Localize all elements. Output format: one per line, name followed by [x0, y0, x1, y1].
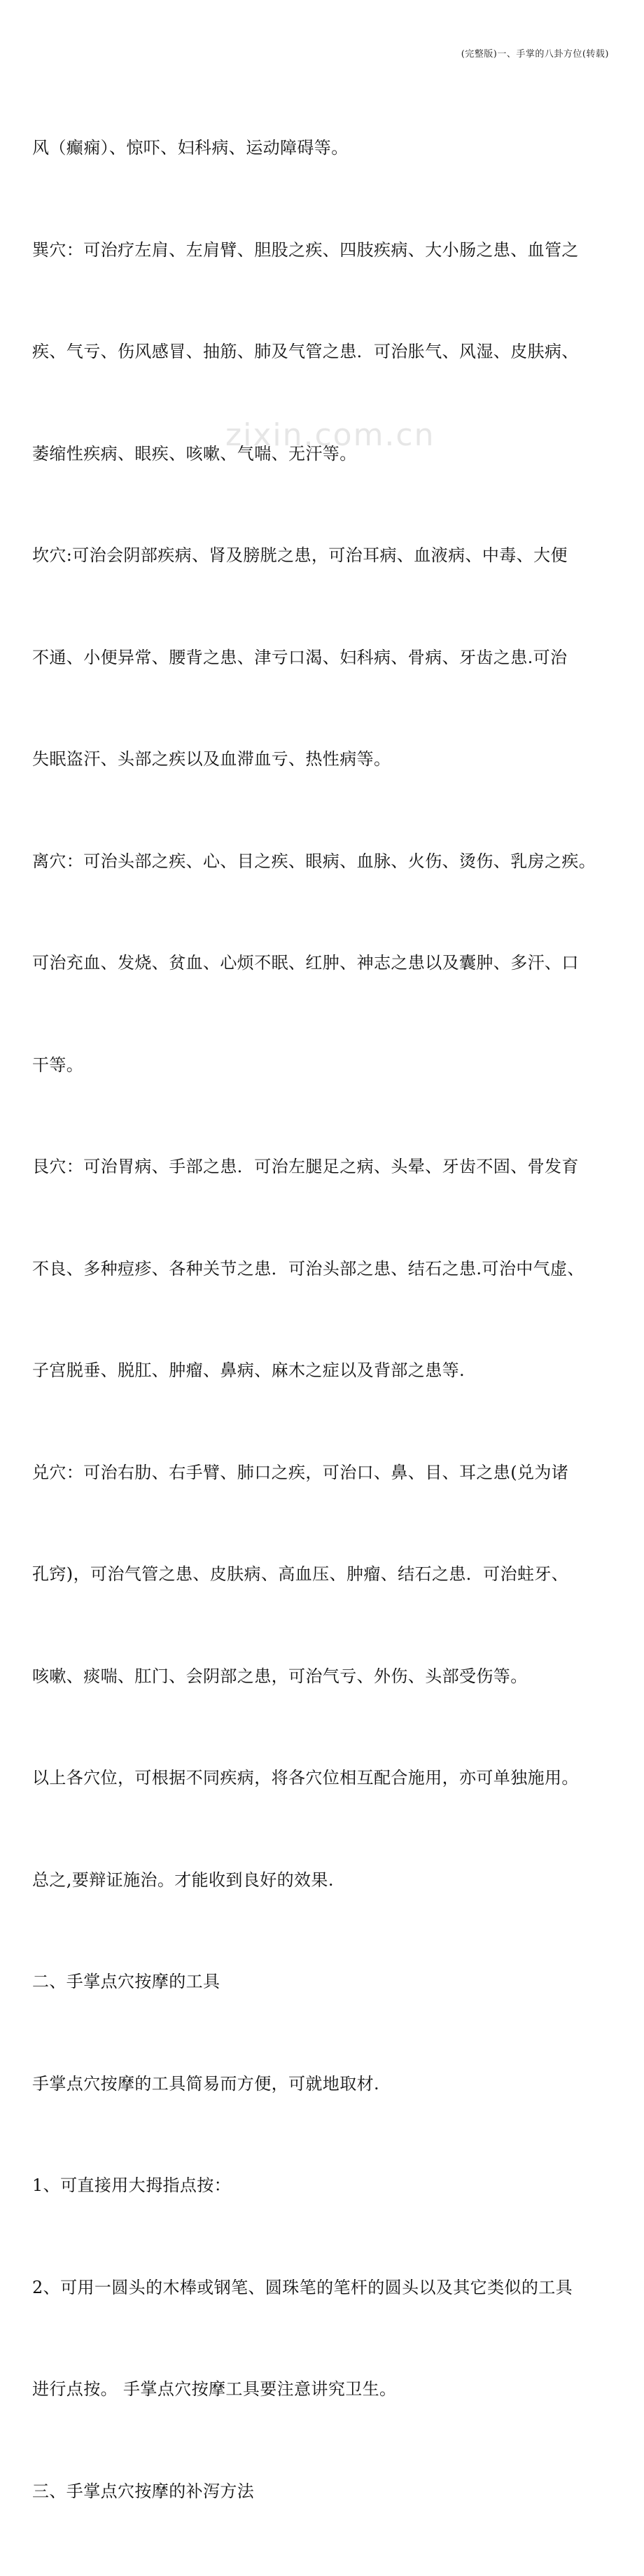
text-line: 手掌点穴按摩的工具简易而方便，可就地取材.	[32, 2073, 380, 2094]
text-line: 总之,要辩证施治。才能收到良好的效果.	[32, 1870, 334, 1890]
text-line: 孔窍)，可治气管之患、皮肤病、高血压、肿瘤、结石之患．可治蛀牙、	[32, 1564, 569, 1584]
text-line: 子宫脱垂、脱肛、肿瘤、鼻病、麻木之症以及背部之患等.	[32, 1360, 465, 1380]
text-line: 不良、多种痘疹、各种关节之患．可治头部之患、结石之患.可治中气虚、	[32, 1258, 584, 1279]
text-line: 离穴：可治头部之疾、心、目之疾、眼病、血脉、火伤、烫伤、乳房之疾。	[32, 851, 596, 871]
text-line: 坎穴:可治会阴部疾病、肾及膀胱之患，可治耳病、血液病、中毒、大便	[32, 545, 568, 565]
text-line: 萎缩性疾病、眼疾、咳嗽、气喘、无汗等。	[32, 443, 357, 464]
watermark: zixin.com.cn	[225, 417, 435, 453]
text-line: 艮穴：可治胃病、手部之患．可治左腿足之病、头晕、牙齿不固、骨发育	[32, 1157, 579, 1176]
text-line: 1、可直接用大拇指点按：	[32, 2175, 232, 2195]
running-header: (完整版)一、手掌的八卦方位(转载)	[461, 49, 609, 60]
text-line: 以上各穴位，可根据不同疾病，将各穴位相互配合施用，亦可单独施用。	[32, 1768, 579, 1788]
text-line: 失眠盗汗、头部之疾以及血滞血亏、热性病等。	[32, 749, 391, 769]
text-line: 2、可用一圆头的木棒或钢笔、圆珠笔的笔杆的圆头以及其它类似的工具	[32, 2277, 573, 2297]
text-line: 兑穴：可治右肋、右手臂、肺口之疾，可治口、鼻、目、耳之患(兑为诸	[32, 1462, 569, 1482]
text-block	[32, 63, 620, 2576]
text-line: 巽穴：可治疗左肩、左肩臂、胆股之疾、四肢疾病、大小肠之患、血管之	[32, 239, 579, 260]
section-heading: 三、手掌点穴按摩的补泻方法	[32, 2481, 255, 2501]
text-line: 进行点按。 手掌点穴按摩工具要注意讲究卫生。	[32, 2379, 397, 2399]
section-heading: 二、手掌点穴按摩的工具	[32, 1972, 220, 1991]
text-line: 不通、小便异常、腰背之患、津亏口渴、妇科病、骨病、牙齿之患.可治	[32, 647, 568, 667]
text-line: 风（癫痫）、惊吓、妇科病、运动障碍等。	[32, 138, 349, 158]
document-body	[32, 63, 620, 2576]
text-line: 疾、气亏、伤风感冒、抽筋、肺及气管之患．可治胀气、风湿、皮肤病、	[32, 342, 579, 361]
text-line: 干等。	[32, 1054, 84, 1075]
text-line: 可治充血、发烧、贫血、心烦不眠、红肿、神志之患以及囊肿、多汗、口	[32, 953, 579, 973]
text-line: 咳嗽、痰喘、肛门、会阴部之患，可治气亏、外伤、头部受伤等。	[32, 1666, 528, 1686]
